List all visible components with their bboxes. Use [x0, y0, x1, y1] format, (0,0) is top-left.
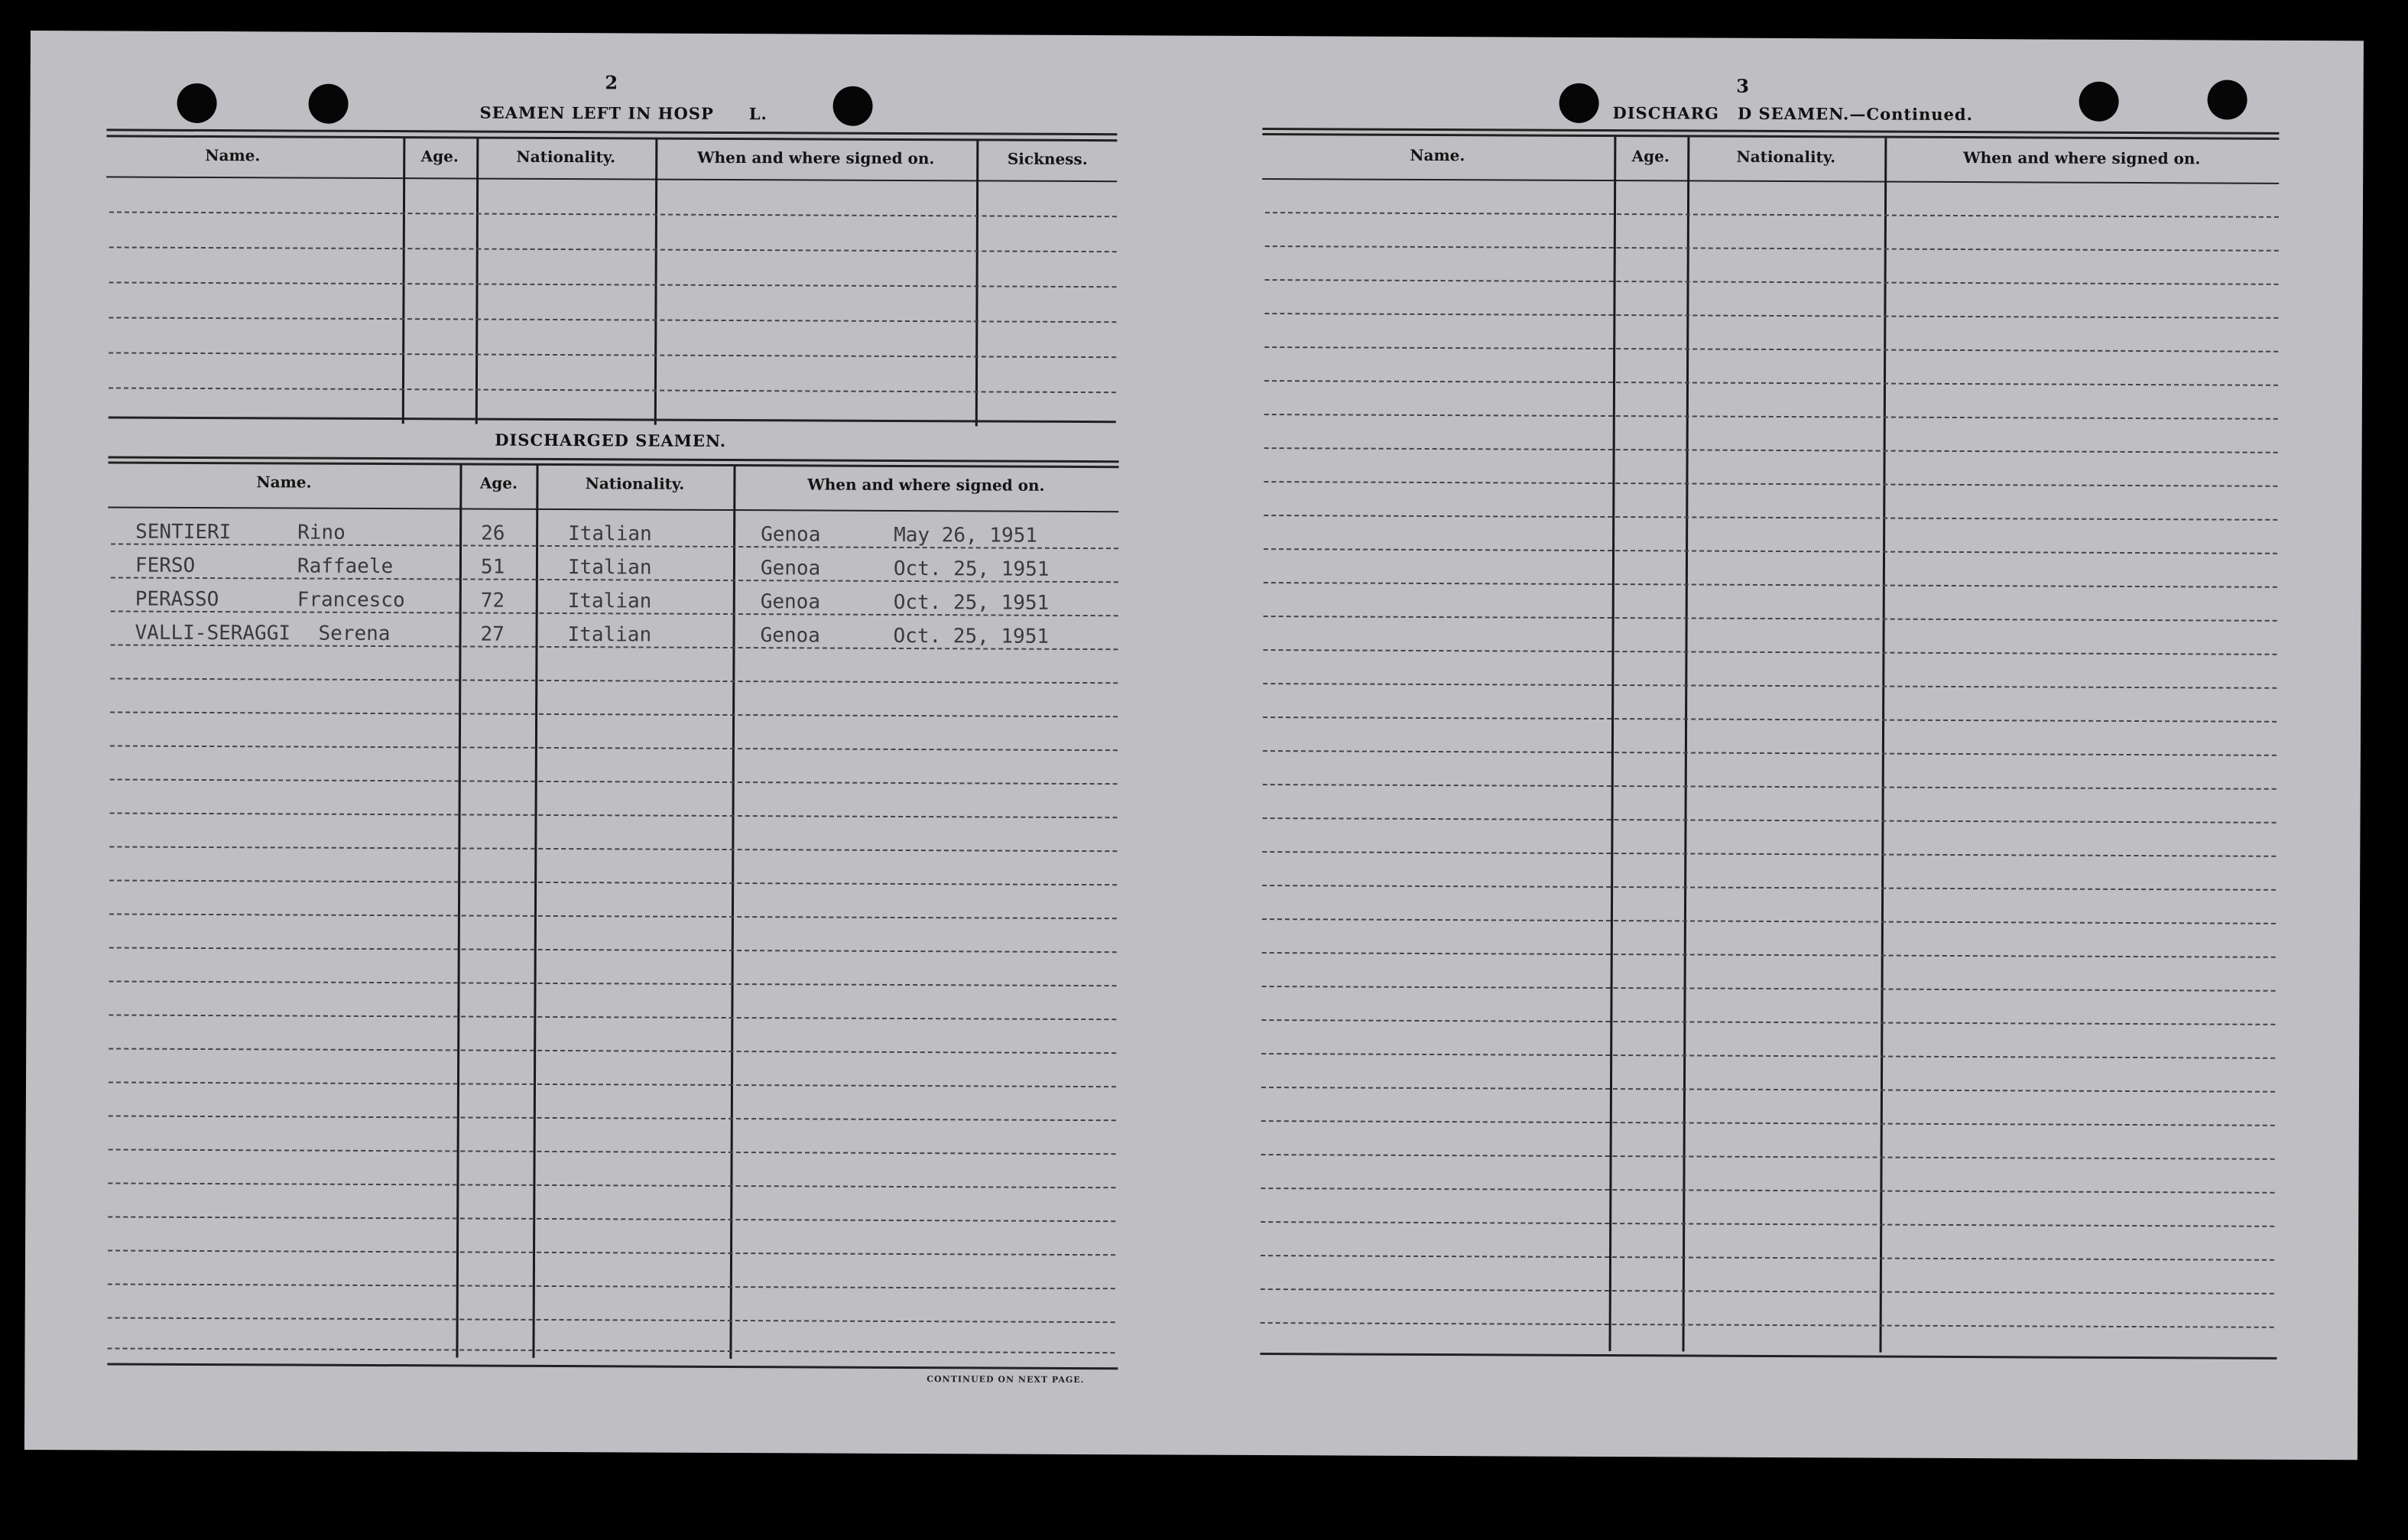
seaman-signed-date: Oct. 25, 1951	[893, 557, 1050, 581]
right-header-age: Age.	[1631, 147, 1670, 166]
document-page-spread	[24, 31, 2364, 1460]
seaman-age: 26	[481, 521, 505, 545]
seaman-given-name: Rino	[297, 521, 346, 544]
seaman-nationality: Italian	[567, 556, 652, 580]
seaman-signed-port: Genoa	[760, 557, 821, 580]
seaman-signed-port: Genoa	[760, 590, 821, 614]
seaman-nationality: Italian	[567, 623, 652, 647]
hospital-header-signed-on: When and where signed on.	[697, 148, 935, 168]
punch-hole	[2208, 80, 2247, 119]
seaman-surname: SENTIERI	[135, 520, 232, 544]
seaman-age: 27	[480, 622, 505, 646]
discharged-header-name: Name.	[256, 473, 312, 492]
hospital-section-title: SEAMEN LEFT IN HOSP L.	[479, 102, 768, 124]
seaman-age: 72	[480, 589, 505, 612]
discharged-header-nationality: Nationality.	[585, 474, 685, 493]
right-header-nationality: Nationality.	[1736, 147, 1836, 167]
seaman-signed-date: Oct. 25, 1951	[893, 590, 1050, 615]
punch-hole	[308, 84, 348, 124]
punch-hole	[2079, 82, 2119, 122]
seaman-nationality: Italian	[568, 522, 652, 546]
discharged-header-signed-on: When and where signed on.	[807, 475, 1045, 495]
hospital-header-age: Age.	[420, 147, 459, 166]
punch-hole	[832, 86, 872, 126]
punch-hole	[1559, 83, 1598, 123]
seaman-signed-port: Genoa	[760, 624, 820, 648]
continued-footer: CONTINUED ON NEXT PAGE.	[927, 1374, 1085, 1386]
hospital-header-sickness: Sickness.	[1007, 149, 1088, 169]
seaman-nationality: Italian	[567, 590, 652, 613]
seaman-given-name: Francesco	[297, 588, 405, 612]
right-header-name: Name.	[1410, 145, 1465, 165]
right-header-signed-on: When and where signed on.	[1963, 148, 2201, 168]
page-number: 2	[605, 71, 618, 94]
seaman-given-name: Serena	[318, 622, 391, 646]
punch-hole	[177, 83, 216, 123]
hospital-header-nationality: Nationality.	[516, 147, 616, 167]
seaman-surname: FERSO	[135, 554, 196, 577]
seaman-age: 51	[480, 555, 505, 579]
seaman-signed-date: May 26, 1951	[894, 523, 1038, 547]
discharged-section-title: DISCHARGED SEAMEN.	[495, 430, 727, 450]
seaman-signed-date: Oct. 25, 1951	[893, 624, 1050, 648]
seaman-surname: VALLI-SERAGGI	[135, 621, 291, 645]
discharged-continued-title: DISCHARG D SEAMEN.—Continued.	[1612, 103, 1974, 125]
discharged-header-age: Age.	[479, 473, 518, 492]
seaman-signed-port: Genoa	[761, 523, 821, 547]
seaman-surname: PERASSO	[135, 587, 219, 612]
seaman-given-name: Raffaele	[297, 554, 394, 579]
page-number: 3	[1736, 74, 1750, 97]
hospital-header-name: Name.	[205, 145, 261, 165]
